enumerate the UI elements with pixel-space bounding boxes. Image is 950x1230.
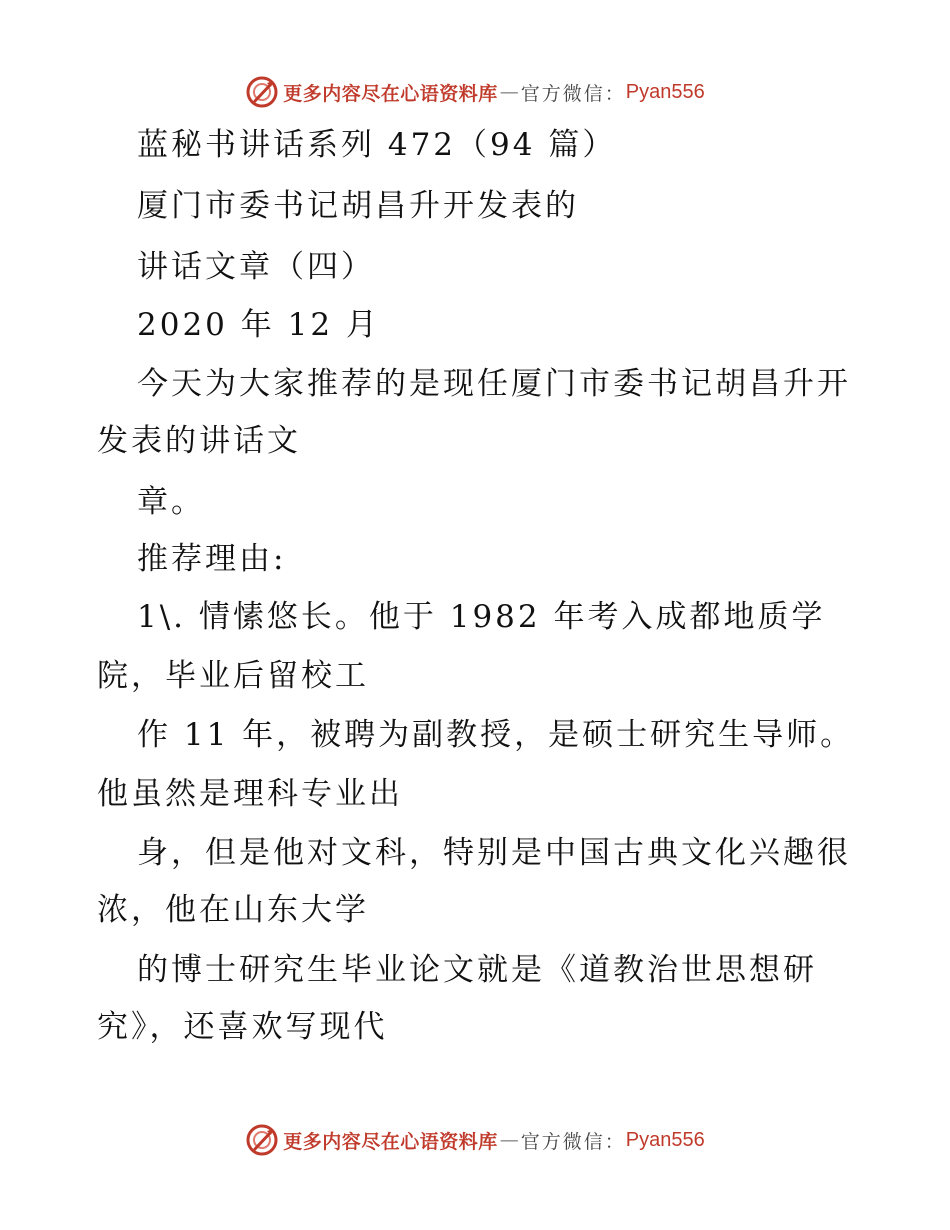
header-watermark — [0, 72, 950, 112]
document-date-line: 2020 年 12 月 — [137, 307, 380, 343]
paragraph-line: 浓，他在山东大学 — [97, 892, 369, 928]
watermark-wechat-id: Pyan556 — [625, 80, 705, 103]
paragraph-line: 院，毕业后留校工 — [97, 658, 369, 694]
paragraph-line: 的博士研究生毕业论文就是《道教治世思想研 — [137, 952, 817, 988]
paragraph-line: 1\. 情愫悠长。他于 1982 年考入成都地质学 — [137, 599, 826, 635]
paragraph-line: 章。 — [137, 484, 205, 520]
watermark-main-text: 更多内容尽在心语资料库 — [283, 1130, 498, 1153]
document-title-line: 蓝秘书讲话系列 472（94 篇） — [137, 127, 617, 163]
paragraph-line: 究》，还喜欢写现代 — [97, 1009, 388, 1045]
watermark-wechat-id: Pyan556 — [625, 1128, 705, 1151]
paragraph-line: 身，但是他对文科，特别是中国古典文化兴趣很 — [137, 835, 851, 871]
document-subtitle-line: 讲话文章（四） — [137, 249, 375, 285]
watermark-dash: — — [499, 81, 519, 103]
watermark-wechat-label: 官方微信： — [520, 1130, 626, 1153]
watermark-main-text: 更多内容尽在心语资料库 — [283, 82, 498, 105]
watermark-logo-icon — [245, 75, 279, 109]
watermark-wechat-label: 官方微信： — [520, 82, 626, 105]
footer-watermark — [0, 1120, 950, 1160]
watermark-dash: — — [499, 1129, 519, 1151]
paragraph-line: 作 11 年，被聘为副教授，是硕士研究生导师。 — [137, 717, 855, 753]
paragraph-line: 发表的讲话文 — [97, 423, 301, 459]
watermark-logo-icon — [245, 1123, 279, 1157]
paragraph-line: 今天为大家推荐的是现任厦门市委书记胡昌升开 — [137, 366, 851, 402]
paragraph-line: 推荐理由: — [137, 541, 287, 577]
document-subtitle-line: 厦门市委书记胡昌升开发表的 — [137, 188, 579, 224]
paragraph-line: 他虽然是理科专业出 — [97, 776, 403, 812]
